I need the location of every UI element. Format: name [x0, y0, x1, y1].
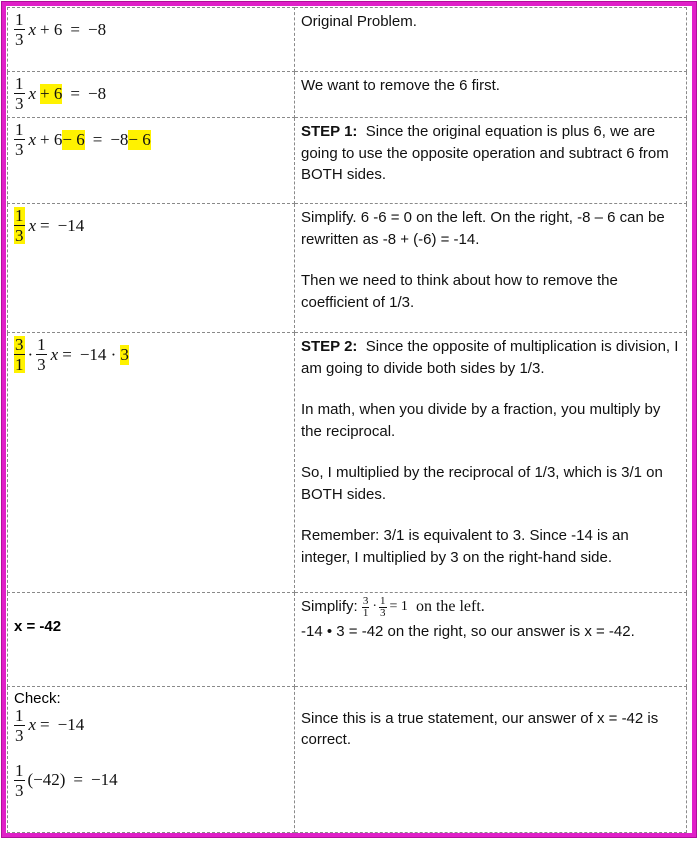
text: −14 · — [79, 344, 117, 364]
text: x — [28, 715, 37, 735]
text: Then we need to think about how to remove the coefficient of 1/3. — [301, 272, 618, 311]
text: 3 — [15, 94, 24, 114]
text: on the left. — [415, 598, 485, 616]
steps-table — [7, 7, 687, 833]
text: = — [40, 715, 50, 735]
highlighted-term: + 6 — [40, 83, 63, 103]
text: 3 — [15, 725, 24, 745]
text — [301, 336, 680, 379]
table-row — [8, 333, 687, 592]
text: · — [27, 344, 34, 364]
text: x — [28, 19, 37, 39]
text: = — [62, 344, 72, 364]
text: 3 — [37, 355, 46, 375]
explanation-cell — [295, 118, 687, 204]
text: 1 — [37, 335, 46, 355]
fraction — [14, 762, 25, 799]
text: + 6 — [40, 19, 63, 39]
check-substitution — [14, 762, 118, 799]
highlighted-term: − 6 — [128, 129, 151, 149]
fraction — [14, 707, 25, 744]
fraction — [14, 75, 25, 112]
text: 3 — [380, 606, 386, 619]
check-equation — [14, 707, 84, 744]
text: = — [73, 770, 84, 790]
explanation-cell — [295, 8, 687, 72]
explanation-cell — [295, 333, 687, 592]
equation — [14, 11, 106, 48]
text: = — [70, 19, 80, 39]
text: Since this is a true statement, our answer of x = -42 is correct. — [301, 709, 659, 749]
equation-cell — [8, 686, 295, 832]
text: = — [40, 215, 50, 235]
highlighted-term: − 6 — [62, 129, 85, 149]
text: So, I multiplied by the reciprocal of 1/3, which is 3/1 on BOTH sides. — [301, 464, 663, 503]
equation-cell — [8, 8, 295, 72]
table-row — [8, 118, 687, 204]
highlighted-term: 3 — [120, 344, 129, 364]
text: 3 — [15, 140, 24, 160]
text: x — [28, 129, 37, 149]
table-row — [8, 592, 687, 686]
text: −8 — [87, 83, 107, 103]
text: Simplify: — [301, 598, 358, 616]
text: −8 — [110, 129, 129, 149]
table-row — [8, 204, 687, 333]
equation — [14, 121, 151, 158]
text — [301, 121, 680, 186]
text: Simplify. 6 -6 = 0 on the left. On the right, -8 – 6 can be rewritten as -8 + (-6) = -14. — [301, 209, 665, 248]
text: 3 — [362, 594, 369, 607]
fraction — [14, 207, 25, 244]
explanation-cell — [295, 592, 687, 686]
text: 1 — [15, 10, 24, 29]
text: Remember: 3/1 is equivalent to 3. Since -14 is an integer, I multiplied by 3 on the right-hand side. — [301, 527, 629, 566]
equation-cell — [8, 333, 295, 592]
text: Since the opposite of multiplication is division, I am going to divide both sides by 1/3. — [301, 338, 679, 377]
fraction — [36, 336, 47, 373]
fraction — [14, 121, 25, 158]
text: 1 — [15, 760, 24, 780]
text: x — [28, 83, 37, 103]
text: −14 — [57, 715, 85, 735]
text: In math, when you divide by a fraction, you multiply by the reciprocal. — [301, 401, 661, 440]
equation-cell — [8, 204, 295, 333]
text: x — [50, 344, 59, 364]
text: 3 — [15, 335, 24, 355]
text: (−42) — [27, 770, 66, 790]
explanation-cell — [295, 72, 687, 118]
fraction — [14, 11, 25, 48]
equation-cell — [8, 592, 295, 686]
table-row — [8, 72, 687, 118]
text: Since the original equation is plus 6, we are going to use the opposite operation and subtract 6 from BOTH sides. — [301, 123, 669, 184]
check-label: Check: — [14, 689, 61, 707]
equation-cell — [8, 118, 295, 204]
simplify-equation — [362, 596, 485, 619]
text: 3 — [15, 226, 24, 246]
text: 1 — [15, 355, 24, 375]
fraction — [14, 336, 25, 373]
text: 1 — [15, 74, 24, 94]
text: 1 — [380, 594, 386, 607]
text: x — [28, 215, 37, 235]
equation — [14, 207, 84, 244]
text: 3 — [15, 780, 24, 800]
explanation-cell — [295, 204, 687, 333]
text: Original Problem. — [301, 13, 417, 30]
fraction — [362, 596, 370, 619]
text: We want to remove the 6 first. — [301, 77, 500, 95]
text: 1 — [362, 606, 369, 619]
equation — [14, 75, 106, 112]
text: −8 — [87, 19, 107, 39]
text: + 6 — [40, 129, 63, 149]
text: = — [92, 129, 103, 149]
text: 1 — [15, 206, 24, 226]
text: 1 — [15, 705, 24, 725]
text: -14 • 3 = -42 on the right, so our answer is x = -42. — [301, 622, 635, 640]
text: 3 — [15, 30, 24, 49]
text: · — [372, 599, 378, 615]
step-label: STEP 2: — [301, 338, 358, 356]
text: −14 — [91, 770, 118, 790]
table-row — [8, 686, 687, 832]
text: = 1 — [389, 599, 408, 615]
final-answer: x = -42 — [14, 617, 62, 635]
text: = — [70, 83, 80, 103]
text: 1 — [15, 120, 24, 140]
table-row — [8, 8, 687, 72]
explanation-cell — [295, 686, 687, 832]
text: −14 — [57, 215, 85, 235]
step-label: STEP 1: — [301, 123, 358, 141]
fraction — [379, 596, 387, 619]
equation — [14, 336, 129, 373]
equation-cell — [8, 72, 295, 118]
